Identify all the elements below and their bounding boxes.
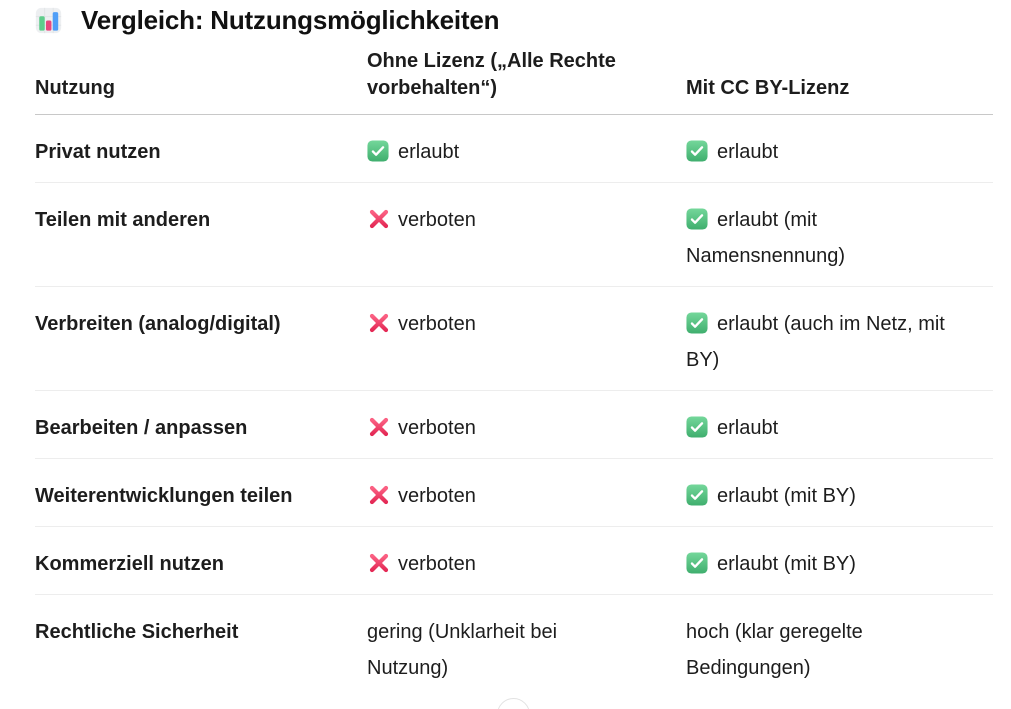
column-header-nutzung	[35, 48, 367, 115]
cell-text: erlaubt	[717, 141, 779, 163]
cell-mit-cc-by	[686, 183, 993, 287]
cell-ohne-lizenz	[367, 287, 686, 391]
check-icon	[686, 416, 708, 438]
table-row-privat-nutzen	[35, 115, 993, 183]
check-icon	[686, 208, 708, 230]
table-row-rechtliche-sicherheit	[35, 595, 993, 699]
check-icon	[686, 312, 708, 334]
page-title-text: Vergleich: Nutzungsmöglichkeiten	[81, 4, 500, 35]
table-row-verbreiten	[35, 287, 993, 391]
cell-text: erlaubt	[717, 417, 779, 439]
comparison-table	[35, 48, 993, 698]
column-header-ohne-lizenz	[367, 48, 686, 115]
page-title	[35, 0, 993, 36]
cross-icon	[367, 551, 391, 575]
check-icon	[367, 140, 389, 162]
cell-text: hoch (klar geregelte Bedingungen)	[686, 621, 863, 679]
cell-text: erlaubt	[398, 141, 460, 163]
cell-text: verboten	[398, 313, 476, 335]
check-icon	[686, 484, 708, 506]
cell-text: verboten	[398, 485, 476, 507]
column-header-mit-cc-by	[686, 48, 993, 115]
cell-ohne-lizenz	[367, 459, 686, 527]
bar-chart-icon	[35, 7, 62, 34]
cell-mit-cc-by	[686, 459, 993, 527]
cell-mit-cc-by	[686, 287, 993, 391]
chevron-down-icon	[505, 706, 523, 709]
cell-nutzung: Rechtliche Sicherheit	[35, 621, 239, 643]
table-row-kommerziell	[35, 527, 993, 595]
cell-mit-cc-by	[686, 527, 993, 595]
cell-nutzung: Kommerziell nutzen	[35, 527, 367, 595]
cell-nutzung: Teilen mit anderen	[35, 183, 367, 287]
cell-text: erlaubt (mit BY)	[717, 485, 856, 507]
cell-text: erlaubt (mit BY)	[717, 553, 856, 575]
cell-nutzung: Bearbeiten / anpassen	[35, 391, 367, 459]
cell-nutzung: Weiterentwicklungen teilen	[35, 459, 367, 527]
cell-text: verboten	[398, 553, 476, 575]
cell-text: verboten	[398, 209, 476, 231]
cell-ohne-lizenz	[367, 595, 686, 699]
header-row	[35, 48, 993, 115]
cross-icon	[367, 207, 391, 231]
table-row-weiterentwicklungen	[35, 459, 993, 527]
cross-icon	[367, 483, 391, 507]
check-icon	[686, 552, 708, 574]
column-header-label: Mit CC BY-Lizenz	[686, 77, 850, 99]
column-header-label: Nutzung	[35, 77, 115, 99]
cell-text: erlaubt (mit Namensnennung)	[686, 209, 845, 267]
cell-mit-cc-by	[686, 595, 993, 699]
cell-ohne-lizenz	[367, 115, 686, 183]
cell-ohne-lizenz	[367, 183, 686, 287]
cell-ohne-lizenz	[367, 527, 686, 595]
column-header-label: Ohne Lizenz („Alle Rechte vorbehalten“)	[367, 50, 616, 99]
cell-text: gering (Unklarheit bei Nutzung)	[367, 621, 558, 679]
cell-mit-cc-by	[686, 391, 993, 459]
check-icon	[686, 140, 708, 162]
cell-ohne-lizenz	[367, 391, 686, 459]
cell-nutzung: Privat nutzen	[35, 115, 367, 183]
cell-nutzung: Verbreiten (analog/digital)	[35, 287, 367, 391]
scroll-to-bottom-button[interactable]	[497, 698, 530, 709]
cell-mit-cc-by	[686, 115, 993, 183]
cell-text: verboten	[398, 417, 476, 439]
cross-icon	[367, 415, 391, 439]
table-row-teilen-mit-anderen	[35, 183, 993, 287]
table-row-bearbeiten	[35, 391, 993, 459]
cross-icon	[367, 311, 391, 335]
cell-text: erlaubt (auch im Netz, mit BY)	[686, 313, 945, 371]
